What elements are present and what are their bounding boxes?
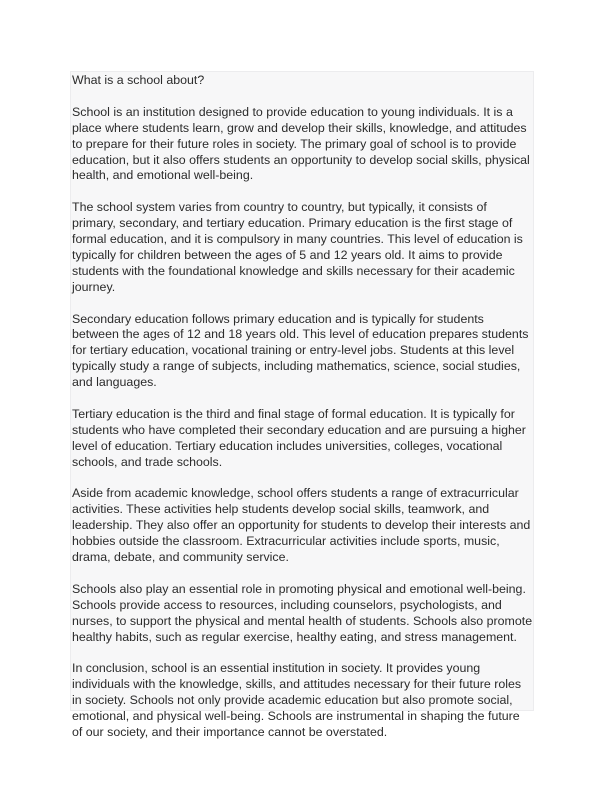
paragraph-introduction: School is an institution designed to provide education to young individuals. It is a place where students learn, grow and develop their skills, knowledge, and attitudes to prepare for their future roles in society. The primary goal of school is to provide education, but it also offers students an opportunity to develop social skills, physical health, and emotional well-being. (72, 104, 530, 183)
essay-text-block (70, 71, 534, 740)
essay-title: What is a school about? (72, 73, 205, 87)
paragraph-conclusion: In conclusion, school is an essential institution in society. It provides young individuals with the knowledge, skills, and attitudes necessary for their future roles in society. Schools not only provide academic education but also promote social, emotional, and physical well-being. Schools are instrumental in shaping the future of our society, and their importance cannot be overstated. (72, 661, 522, 740)
paragraph-tertiary-education: Tertiary education is the third and final stage of formal education. It is typically for students who have completed their secondary education and are pursuing a higher level of education. Tertiary education includes universities, colleges, vocational schools, and trade schools. (72, 406, 526, 469)
paragraph-well-being: Schools also play an essential role in promoting physical and emotional well-being. Schools provide access to resources, including counselors, psychologists, and nurses, to support the physical and mental health of students. Schools also promote healthy habits, such as regular exercise, healthy eating, and stress management. (72, 581, 533, 644)
paragraph-secondary-education: Secondary education follows primary education and is typically for students between the ages of 12 and 18 years old. This level of education prepares students for tertiary education, vocational training or entry-level jobs. Students at this level typically study a range of subjects, including mathematics, science, social studies, and languages. (72, 311, 529, 390)
paragraph-extracurricular: Aside from academic knowledge, school offers students a range of extracurricular activities. These activities help students develop social skills, teamwork, and leadership. They also offer an opportunity for students to develop their interests and hobbies outside the classroom. Extracurricular activities include sports, music, drama, debate, and community service. (72, 486, 531, 565)
paragraph-school-system: The school system varies from country to country, but typically, it consists of primary, secondary, and tertiary education. Primary education is the first stage of formal education, and it is compulsory in many countries. This level of education is typically for children between the ages of 5 and 12 years old. It aims to provide students with the foundational knowledge and skills necessary for their academic journey. (72, 200, 523, 294)
